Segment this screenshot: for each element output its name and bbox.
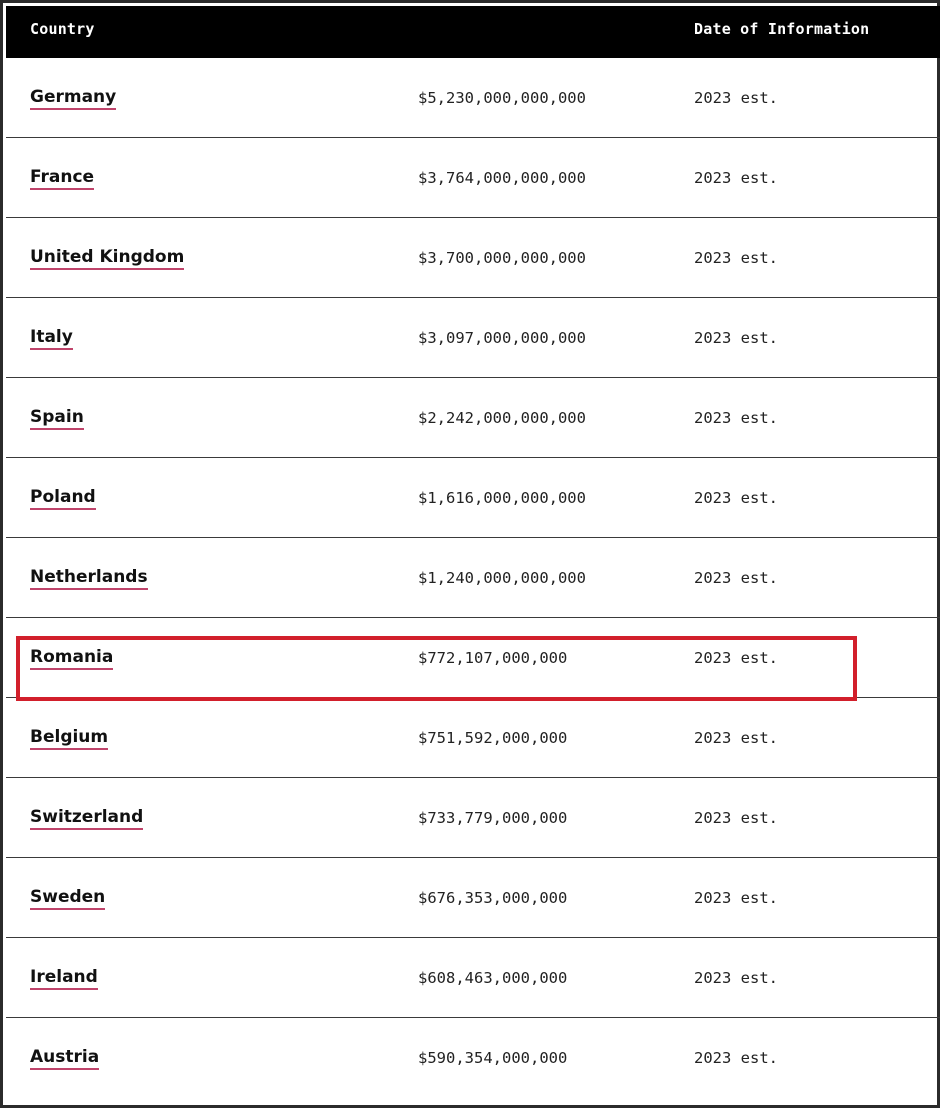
country-link[interactable]: Poland xyxy=(30,487,96,510)
value-cell: $751,592,000,000 xyxy=(418,729,568,747)
date-cell: 2023 est. xyxy=(694,329,778,347)
date-cell: 2023 est. xyxy=(694,889,778,907)
value-cell: $1,240,000,000,000 xyxy=(418,569,586,587)
value-cell: $2,242,000,000,000 xyxy=(418,409,586,427)
value-cell: $676,353,000,000 xyxy=(418,889,568,907)
country-table xyxy=(6,6,940,1098)
header-country: Country xyxy=(30,20,95,38)
country-link[interactable]: Austria xyxy=(30,1047,99,1070)
country-link[interactable]: France xyxy=(30,167,94,190)
country-link[interactable]: Belgium xyxy=(30,727,108,750)
table-row xyxy=(6,298,940,378)
country-link[interactable]: Spain xyxy=(30,407,84,430)
date-cell: 2023 est. xyxy=(694,649,778,667)
value-cell: $772,107,000,000 xyxy=(418,649,568,667)
value-cell: $3,764,000,000,000 xyxy=(418,169,586,187)
country-link[interactable]: Switzerland xyxy=(30,807,143,830)
date-cell: 2023 est. xyxy=(694,249,778,267)
value-cell: $1,616,000,000,000 xyxy=(418,489,586,507)
date-cell: 2023 est. xyxy=(694,89,778,107)
country-link[interactable]: Romania xyxy=(30,647,113,670)
value-cell: $733,779,000,000 xyxy=(418,809,568,827)
table-row xyxy=(6,138,940,218)
table-row xyxy=(6,458,940,538)
country-link[interactable]: Germany xyxy=(30,87,116,110)
table-row xyxy=(6,778,940,858)
table-row-highlighted xyxy=(6,618,940,698)
table-row xyxy=(6,218,940,298)
date-cell: 2023 est. xyxy=(694,1049,778,1067)
country-link[interactable]: Italy xyxy=(30,327,73,350)
date-cell: 2023 est. xyxy=(694,489,778,507)
date-cell: 2023 est. xyxy=(694,809,778,827)
table-row xyxy=(6,938,940,1018)
value-cell: $3,097,000,000,000 xyxy=(418,329,586,347)
table-header xyxy=(6,6,940,58)
value-cell: $3,700,000,000,000 xyxy=(418,249,586,267)
country-link[interactable]: United Kingdom xyxy=(30,247,184,270)
country-link[interactable]: Ireland xyxy=(30,967,98,990)
table-row xyxy=(6,1018,940,1098)
table-row xyxy=(6,538,940,618)
value-cell: $5,230,000,000,000 xyxy=(418,89,586,107)
table-row xyxy=(6,698,940,778)
table-row xyxy=(6,58,940,138)
value-cell: $590,354,000,000 xyxy=(418,1049,568,1067)
country-link[interactable]: Sweden xyxy=(30,887,105,910)
header-date-of-information: Date of Information xyxy=(694,20,870,38)
country-link[interactable]: Netherlands xyxy=(30,567,148,590)
value-cell: $608,463,000,000 xyxy=(418,969,568,987)
table-row xyxy=(6,858,940,938)
table-row xyxy=(6,378,940,458)
date-cell: 2023 est. xyxy=(694,409,778,427)
date-cell: 2023 est. xyxy=(694,729,778,747)
date-cell: 2023 est. xyxy=(694,169,778,187)
date-cell: 2023 est. xyxy=(694,969,778,987)
date-cell: 2023 est. xyxy=(694,569,778,587)
